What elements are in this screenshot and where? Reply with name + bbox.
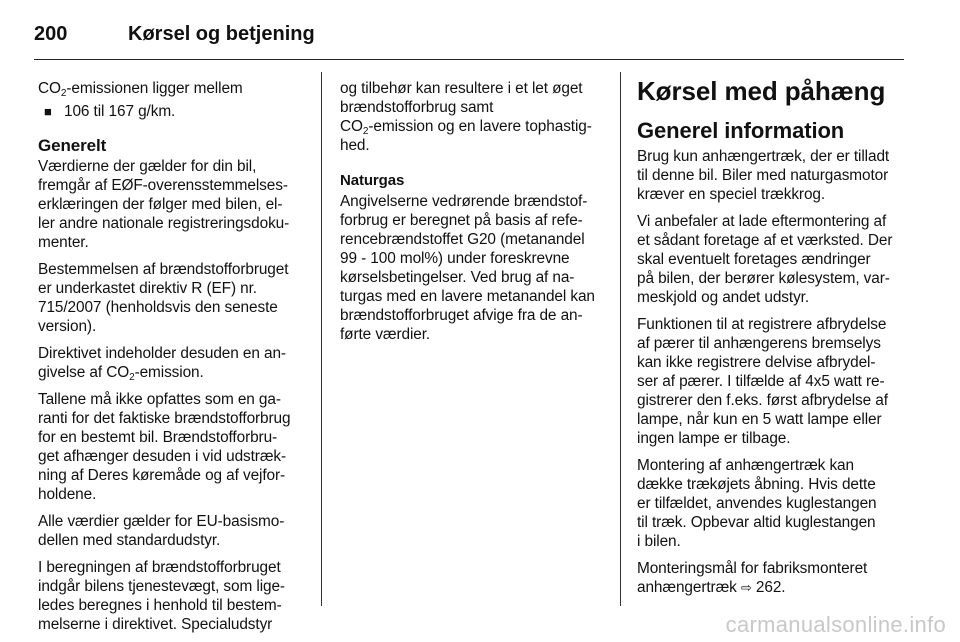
section-heading-naturgas: Naturgas <box>340 172 405 189</box>
intro-paragraph: $CO_2$-emissionen ligger mellem <box>38 80 243 99</box>
paragraph: Alle værdier gælder for EU-basismo- dellen med standardudstyr. <box>38 513 285 549</box>
paragraph: Brug kun anhængertræk, der er tilladt til denne bil. Biler med naturgasmotor kræver en speciel trækkrog. <box>637 148 890 203</box>
paragraph: Værdierne der gælder for din bil, fremgår af EØF-overensstemmelses- erklæringen der følger med bilen, el- ler andre nationale registreringsdoku- menter. <box>38 158 290 251</box>
paragraph: Bestemmelsen af brændstofforbruget er underkastet direktiv R (EF) nr. 715/2007 (henholdsvis den seneste version). <box>38 261 289 335</box>
section-title: Kørsel med påhæng <box>637 76 886 106</box>
column-divider-left <box>321 72 322 606</box>
page-number: 200 <box>34 22 68 45</box>
list-item <box>44 102 310 121</box>
column-middle <box>340 79 605 352</box>
header-rule <box>34 59 904 60</box>
chapter-title: Kørsel og betjening <box>128 22 315 45</box>
paragraph: Direktivet indeholder desuden en an- givelse af $CO_2$-emission. <box>38 345 286 383</box>
paragraph: Montering af anhængertræk kan dække trækøjets åbning. Hvis dette er tilfældet, anvendes kuglestangen til træk. Opbevar altid kuglestangen i bilen. <box>637 457 877 550</box>
paragraph: Angivelserne vedrørende brændstof- forbrug er beregnet på basis af refe- rencebrændstoffet G20 (metanandel 99 - 100 mol%) under foreskrevne kørselsbetingelser. Ved brug af na- turgas med en lavere metanandel kan brændstofforbruget afvige fra de an- førte værdier. <box>340 193 595 343</box>
paragraph: Vi anbefaler at lade eftermontering af et sådant foretage af et værksted. Der skal eventuelt foretages ændringer på bilen, der berører kølesystem, var- meskjold og andet udstyr. <box>637 213 893 306</box>
column-divider-right <box>620 72 621 606</box>
page-reference-arrow-icon[interactable]: ⇨ <box>740 580 752 595</box>
paragraph-continued: og tilbehør kan resultere i et let øget brændstofforbrug samt $CO_2$-emission og en lavere tophastig- hed. <box>340 80 592 154</box>
page-header <box>34 16 315 52</box>
page-reference[interactable]: 262. <box>751 579 786 596</box>
paragraph: I beregningen af brændstofforbruget indgår bilens tjenestevægt, som lige- ledes beregnes i henhold til bestem- melserne i direktivet. Specialudstyr <box>38 559 285 633</box>
section-heading-generelt: Generelt <box>38 136 107 155</box>
column-right <box>637 74 907 605</box>
paragraph: Funktionen til at registrere afbrydelse af pærer til anhængerens bremselys kan ikke registrere delvise afbrydel- ser af pærer. I tilfælde af 4x5 watt re- gistrerer den f.eks. først afbrydelse af lampe, når kun en 5 watt lampe eller ingen lampe er tilbage. <box>637 316 888 447</box>
bullet-text: 106 til 167 g/km. <box>64 103 176 120</box>
bullet-square-icon: ■ <box>44 104 52 119</box>
subsection-title: Generel information <box>637 118 845 143</box>
watermark: carmanualsonline.info <box>725 612 946 637</box>
paragraph: Monteringsmål for fabriksmonteret anhængertræk ⇨ 262. <box>637 560 868 596</box>
column-left <box>38 79 310 642</box>
paragraph: Tallene må ikke opfattes som en ga- ranti for det faktiske brændstofforbrug for en bestemt bil. Brændstofforbru- get afhænger desuden i vid udstræk- ning af Deres køremåde og af vejfor- holdene. <box>38 391 291 503</box>
